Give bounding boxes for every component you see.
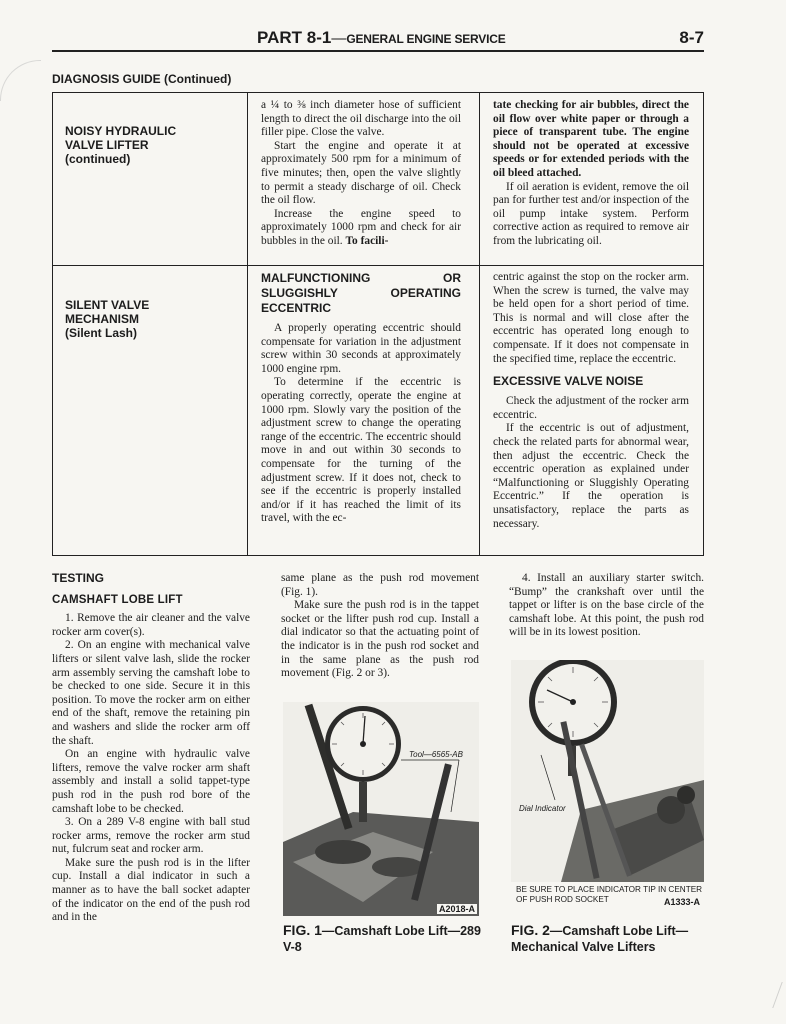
paragraph: Check the adjustment of the rocker arm eccentric. <box>493 395 689 421</box>
page-header <box>52 28 704 50</box>
testing-middle-column <box>281 572 479 681</box>
page-number: 8-7 <box>679 28 704 47</box>
figure-1-tool-label: Tool—6565-AB <box>409 750 463 759</box>
subsection-heading: CAMSHAFT LOBE LIFT <box>52 593 183 606</box>
paragraph: 3. On a 289 V-8 engine with ball stud rocker arms, remove the rocker arm stud nut, fulcrum seat and rocker arm. <box>52 816 250 856</box>
figure-2-note: BE SURE TO PLACE INDICATOR TIP IN CENTER OF PUSH ROD SOCKET <box>516 885 703 904</box>
row2-col1-text <box>261 271 461 526</box>
condition-noisy-hydraulic-lifter: NOISY HYDRAULIC VALVE LIFTER (continued) <box>65 124 177 166</box>
paragraph: If the eccentric is out of adjustment, check the related parts for abnormal wear, then adjust the eccentric. Check the eccentric operation as explained under “Malfunctioning or Sluggishly Operating Eccentric.” If the operation is unsatisfactory, replace the parts as necessary. <box>493 422 689 530</box>
figure-1-code: A2018-A <box>438 904 475 914</box>
condition-silent-valve-mechanism: SILENT VALVE MECHANISM (Silent Lash) <box>65 298 150 340</box>
section-heading: TESTING <box>52 571 105 585</box>
paragraph: 1. Remove the air cleaner and the valve rocker arm cover(s). <box>52 612 250 638</box>
figure-2-illustration <box>511 660 704 882</box>
row1-col1-text <box>261 99 461 249</box>
figure-1-caption <box>283 922 483 955</box>
paragraph: centric against the stop on the rocker arm. When the screw is turned, the valve may be held open for a short period of time. This is normal and will close after the eccentric has operated long enough to compensate. If it does not compensate in the specified time, replace the eccentric. <box>493 271 689 365</box>
paragraph-bold-tail: To facili- <box>345 234 389 247</box>
figure-1-illustration <box>283 702 479 916</box>
paragraph: a ¼ to ⅜ inch diameter hose of sufficient length to direct the oil discharge into the oil filler pipe. Close the valve. <box>261 99 461 139</box>
figure-2-caption <box>511 922 706 955</box>
paragraph: If oil aeration is evident, remove the oil pan for further test and/or inspection of the oil pump intake system. Perform corrective action as required to remove air from the lubricating oil. <box>493 180 689 247</box>
paragraph: To determine if the eccentric is operating correctly, operate the engine at 1000 rpm. Slowly vary the position of the adjustment screw to change the operating range of the eccentric. The eccentric should move in and out within 30 seconds to compensate for the turning of the adjustment screw. If it does not, check to see if the eccentric is properly installed and/or if it has reached the limit of its travel, with the ec- <box>261 376 461 525</box>
diagnosis-table <box>52 92 704 556</box>
figure-2-caption-text: —Camshaft Lobe Lift—Mechanical Valve Lifters <box>511 924 689 954</box>
paragraph: same plane as the push rod movement (Fig. 1). <box>281 572 479 598</box>
figure-2-number: FIG. 2 <box>511 922 550 938</box>
figure-1-number: FIG. 1 <box>283 922 322 938</box>
figure-1-photo <box>283 702 479 916</box>
page-edge-mark <box>0 60 41 101</box>
testing-right-column <box>509 572 704 640</box>
paragraph-bold: tate checking for air bubbles, direct the oil flow over white paper or through a piece of transparent tube. The engine should not be operated at excessive speeds or for extended periods with the oil bleed attached. <box>493 99 689 179</box>
paragraph: Start the engine and operate it at approximately 500 rpm for a minimum of five minutes; then, open the valve slightly to permit a steady discharge of oil. Check the oil flow. <box>261 139 461 207</box>
table-divider <box>247 93 248 555</box>
table-divider <box>479 93 480 555</box>
page-title <box>257 28 506 48</box>
paragraph: On an engine with hydraulic valve lifters, remove the valve rocker arm shaft assembly and install a solid tappet-type push rod in the push rod bore of the camshaft lobe to be checked. <box>52 748 250 815</box>
paragraph <box>261 208 461 249</box>
paragraph: 2. On an engine with mechanical valve lifters or silent valve lash, slide the rocker arm assembly serving the camshaft lobe to be checked to one side. Secure it in this position. To move the rocker arm on either end of the shaft, remove the retaining pin and washers and slide the rocker arm off the shaft. <box>52 639 250 747</box>
page-edge-mark <box>752 982 782 1008</box>
paragraph: 4. Install an auxiliary starter switch. “Bump” the crankshaft over until the tappet or lifter is on the base circle of the camshaft lobe. At this point, the push rod will be in its lowest position. <box>509 572 704 639</box>
figure-2-photo <box>511 660 704 882</box>
paragraph: A properly operating eccentric should compensate for variation in the adjustment screw within 30 seconds at approximately 1000 engine rpm. <box>261 322 461 375</box>
table-divider <box>53 265 703 266</box>
subsection-heading: MALFUNCTIONING OR SLUGGISHLY OPERATING ECCENTRIC <box>261 271 461 315</box>
section-title: GENERAL ENGINE SERVICE <box>346 32 506 46</box>
paragraph-text: Increase the engine speed to approximately 1000 rpm and check for air bubbles in the oil. <box>261 207 461 247</box>
paragraph: Make sure the push rod is in the tappet socket or the lifter push rod cup. Install a dial indicator so that the actuating point of the indicator is in the push rod socket and in the same plane as the push rod movement (Fig. 2 or 3). <box>281 599 479 680</box>
testing-left-column <box>52 572 250 925</box>
paragraph: Make sure the push rod is in the lifter cup. Install a dial indicator in such a manner as to have the ball socket adapter of the indicator on the end of the push rod and in the <box>52 856 250 924</box>
diagnosis-heading: DIAGNOSIS GUIDE (Continued) <box>52 72 232 86</box>
part-label: PART 8-1 <box>257 28 332 47</box>
row2-col2-text <box>493 271 689 531</box>
title-separator: — <box>331 30 347 47</box>
subsection-heading: EXCESSIVE VALVE NOISE <box>493 374 644 389</box>
figure-2-dial-indicator-label: Dial Indicator <box>519 804 566 813</box>
figure-2-code: A1333-A <box>664 897 701 907</box>
header-rule <box>52 50 704 52</box>
row1-col2-text <box>493 99 689 249</box>
figure-1-caption-text: —Camshaft Lobe Lift—289 V-8 <box>283 924 481 954</box>
